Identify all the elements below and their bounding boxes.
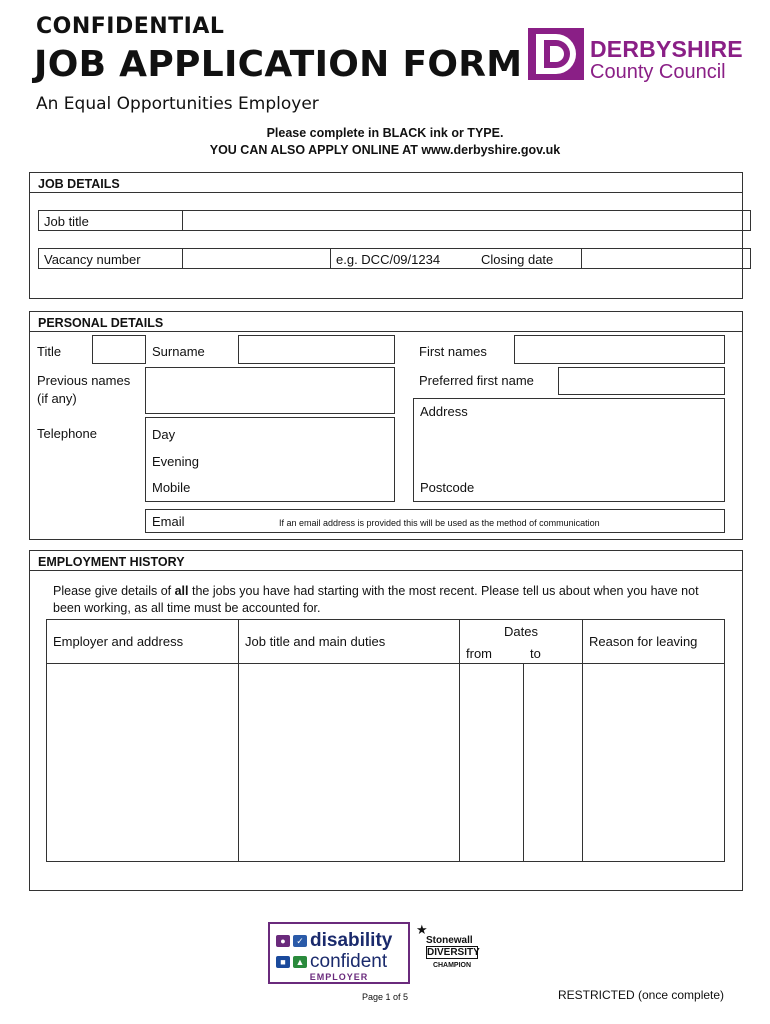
- col-header-to: to: [530, 646, 541, 661]
- title-label: Title: [37, 344, 62, 359]
- restricted-label: RESTRICTED (once complete): [558, 988, 725, 1002]
- employment-table: [46, 619, 725, 862]
- derbyshire-d-icon: [526, 26, 586, 82]
- people-icon: ●: [276, 935, 290, 947]
- section-heading: PERSONAL DETAILS: [30, 312, 742, 332]
- col-header-reason: Reason for leaving: [589, 634, 698, 649]
- stonewall-text-3: CHAMPION: [432, 962, 472, 969]
- address-input[interactable]: [413, 398, 725, 502]
- instruction-line-2: YOU CAN ALSO APPLY ONLINE AT www.derbyshire.gov.uk: [209, 143, 561, 157]
- page-subtitle: An Equal Opportunities Employer: [36, 94, 319, 114]
- badge-text-3: EMPLOYER: [309, 972, 369, 982]
- vacancy-example: e.g. DCC/09/1234: [336, 252, 441, 267]
- confidential-label: CONFIDENTIAL: [36, 14, 225, 39]
- stonewall-text-1: Stonewall: [426, 935, 473, 946]
- employment-history-section: [29, 550, 743, 891]
- col-header-dates: Dates: [504, 624, 538, 639]
- email-input[interactable]: [145, 509, 725, 533]
- first-names-input[interactable]: [514, 335, 725, 364]
- date-from-cell[interactable]: [460, 664, 523, 862]
- lock-icon: ■: [276, 956, 290, 968]
- star-icon: ★: [416, 922, 428, 937]
- badge-text-2: confident: [310, 951, 388, 972]
- evening-label: Evening: [152, 454, 199, 469]
- employment-intro-line-2: been working, as all time must be accounted for.: [53, 601, 321, 615]
- employer-cell[interactable]: [47, 664, 238, 862]
- logo-text-derbyshire: DERBYSHIRE: [590, 36, 743, 62]
- preferred-name-input[interactable]: [558, 367, 725, 395]
- job-title-label: Job title: [44, 214, 89, 229]
- employment-intro-line-1: Please give details of all the jobs you have had starting with the most recent. Please tell us about when you have not: [53, 584, 699, 598]
- job-duties-cell[interactable]: [239, 664, 459, 862]
- col-header-job: Job title and main duties: [245, 634, 386, 649]
- previous-names-note: (if any): [37, 391, 77, 406]
- surname-label: Surname: [152, 344, 205, 359]
- badge-text-1: disability: [310, 930, 393, 951]
- address-label: Address: [420, 404, 468, 419]
- first-names-label: First names: [419, 344, 487, 359]
- postcode-label: Postcode: [420, 480, 475, 495]
- tick-icon: ✓: [293, 935, 307, 947]
- closing-date-input[interactable]: [581, 248, 751, 269]
- vacancy-number-label: Vacancy number: [44, 252, 141, 267]
- day-label: Day: [152, 427, 176, 442]
- council-logo: [526, 26, 748, 86]
- job-title-label-box: [38, 210, 183, 231]
- vacancy-label-box: [38, 248, 183, 269]
- stonewall-logo: [416, 922, 482, 976]
- page-number: Page 1 of 5: [362, 992, 409, 1002]
- title-input[interactable]: [92, 335, 146, 364]
- previous-names-input[interactable]: [145, 367, 395, 414]
- date-to-cell[interactable]: [524, 664, 582, 862]
- logo-text-county-council: County Council: [590, 61, 726, 83]
- instruction-line-1: Please complete in BLACK ink or TYPE.: [266, 126, 504, 140]
- job-details-section: [29, 172, 743, 299]
- mobile-label: Mobile: [152, 480, 191, 495]
- col-header-employer: Employer and address: [53, 634, 184, 649]
- surname-input[interactable]: [238, 335, 395, 364]
- email-label: Email: [152, 514, 185, 529]
- telephone-input-group[interactable]: [145, 417, 395, 502]
- vacancy-example-box: [330, 248, 582, 269]
- previous-names-label: Previous names: [37, 373, 131, 388]
- personal-details-section: [29, 311, 743, 540]
- vacancy-number-input[interactable]: [182, 248, 331, 269]
- telephone-label: Telephone: [37, 426, 97, 441]
- user-icon: ▲: [293, 956, 307, 968]
- stonewall-text-2: DIVERSITY: [427, 947, 480, 958]
- reason-cell[interactable]: [583, 664, 725, 862]
- section-heading: EMPLOYMENT HISTORY: [30, 551, 742, 571]
- col-header-from: from: [466, 646, 492, 661]
- closing-date-label: Closing date: [481, 252, 554, 267]
- job-title-input[interactable]: [182, 210, 751, 231]
- email-note: If an email address is provided this will be used as the method of communication: [279, 518, 600, 528]
- disability-confident-badge: [268, 922, 410, 984]
- page-title: JOB APPLICATION FORM: [34, 44, 523, 85]
- preferred-name-label: Preferred first name: [419, 373, 534, 388]
- section-heading: JOB DETAILS: [30, 173, 742, 193]
